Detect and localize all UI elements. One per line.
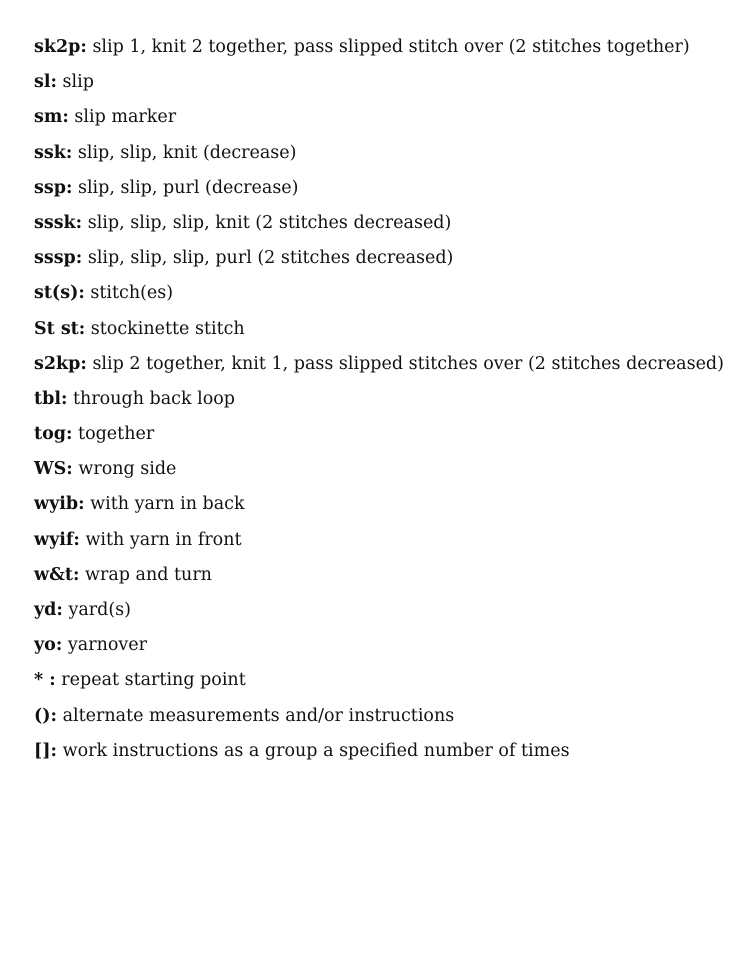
abbreviation-term: ssp: <box>34 177 73 198</box>
abbreviation-definition: alternate measurements and/or instructions <box>62 705 455 726</box>
abbreviation-entry <box>34 210 734 245</box>
abbreviation-entry <box>34 34 734 69</box>
abbreviation-entry <box>34 562 734 597</box>
abbreviation-entry <box>34 738 734 773</box>
abbreviation-term: wyif: <box>34 529 80 550</box>
abbreviation-definition: slip, slip, slip, knit (2 stitches decreased) <box>87 212 452 233</box>
abbreviation-term: sssk: <box>34 212 83 233</box>
abbreviation-definition: stitch(es) <box>90 283 174 304</box>
abbreviation-term: wyib: <box>34 494 85 515</box>
abbreviation-term: yd: <box>34 600 63 620</box>
abbreviation-definition: with yarn in front <box>85 529 242 550</box>
abbreviation-entry <box>34 386 734 421</box>
abbreviation-term: tog: <box>34 424 73 445</box>
abbreviation-definition: slip 1, knit 2 together, pass slipped stitch over (2 stitches together) <box>92 37 690 57</box>
abbreviation-term: St st: <box>34 318 86 339</box>
abbreviation-term: s2kp: <box>34 353 87 374</box>
abbreviation-definition: slip 2 together, knit 1, pass slipped stitches over (2 stitches decreased) <box>92 353 724 374</box>
abbreviation-definition: stockinette stitch <box>90 318 245 339</box>
abbreviation-definition: slip, slip, slip, purl (2 stitches decreased) <box>87 248 454 269</box>
abbreviation-term: ssk: <box>34 142 73 163</box>
abbreviation-entry <box>34 632 734 667</box>
abbreviation-entry <box>34 140 734 175</box>
abbreviation-term: []: <box>34 740 58 761</box>
abbreviation-entry <box>34 245 734 280</box>
abbreviation-definition: with yarn in back <box>90 494 245 515</box>
abbreviation-term: * : <box>34 670 56 691</box>
abbreviation-definition: yarnover <box>67 635 147 656</box>
abbreviation-entry <box>34 491 734 526</box>
abbreviation-definition: slip, slip, knit (decrease) <box>77 142 297 163</box>
abbreviation-entry <box>34 280 734 315</box>
abbreviation-definition: slip <box>62 72 94 93</box>
abbreviation-definition: through back loop <box>73 388 236 409</box>
abbreviation-definition: together <box>78 424 155 445</box>
abbreviation-entry <box>34 597 734 632</box>
abbreviation-term: sk2p: <box>34 37 87 57</box>
abbreviation-term: sm: <box>34 107 69 128</box>
abbreviation-entry <box>34 104 734 139</box>
abbreviation-term: yo: <box>34 635 63 656</box>
abbreviation-term: sssp: <box>34 248 83 269</box>
abbreviation-entry <box>34 316 734 351</box>
abbreviation-list <box>34 34 734 773</box>
abbreviation-term: st(s): <box>34 283 85 304</box>
abbreviation-definition: work instructions as a group a specified number of times <box>62 740 570 761</box>
abbreviation-entry <box>34 527 734 562</box>
abbreviation-entry <box>34 667 734 702</box>
abbreviation-definition: slip marker <box>74 107 177 128</box>
abbreviation-definition: slip, slip, purl (decrease) <box>77 177 299 198</box>
abbreviation-term: WS: <box>34 459 73 480</box>
abbreviation-term: (): <box>34 705 58 726</box>
abbreviation-entry <box>34 703 734 738</box>
abbreviation-term: sl: <box>34 72 57 93</box>
abbreviation-entry <box>34 69 734 104</box>
abbreviation-entry <box>34 175 734 210</box>
abbreviation-entry <box>34 456 734 491</box>
abbreviation-definition: wrong side <box>78 459 177 480</box>
abbreviation-entry <box>34 351 734 386</box>
abbreviation-entry <box>34 421 734 456</box>
abbreviation-definition: wrap and turn <box>85 564 212 585</box>
abbreviation-definition: yard(s) <box>68 600 131 620</box>
abbreviation-term: tbl: <box>34 388 68 409</box>
abbreviation-term: w&t: <box>34 564 80 585</box>
abbreviation-definition: repeat starting point <box>61 670 246 691</box>
